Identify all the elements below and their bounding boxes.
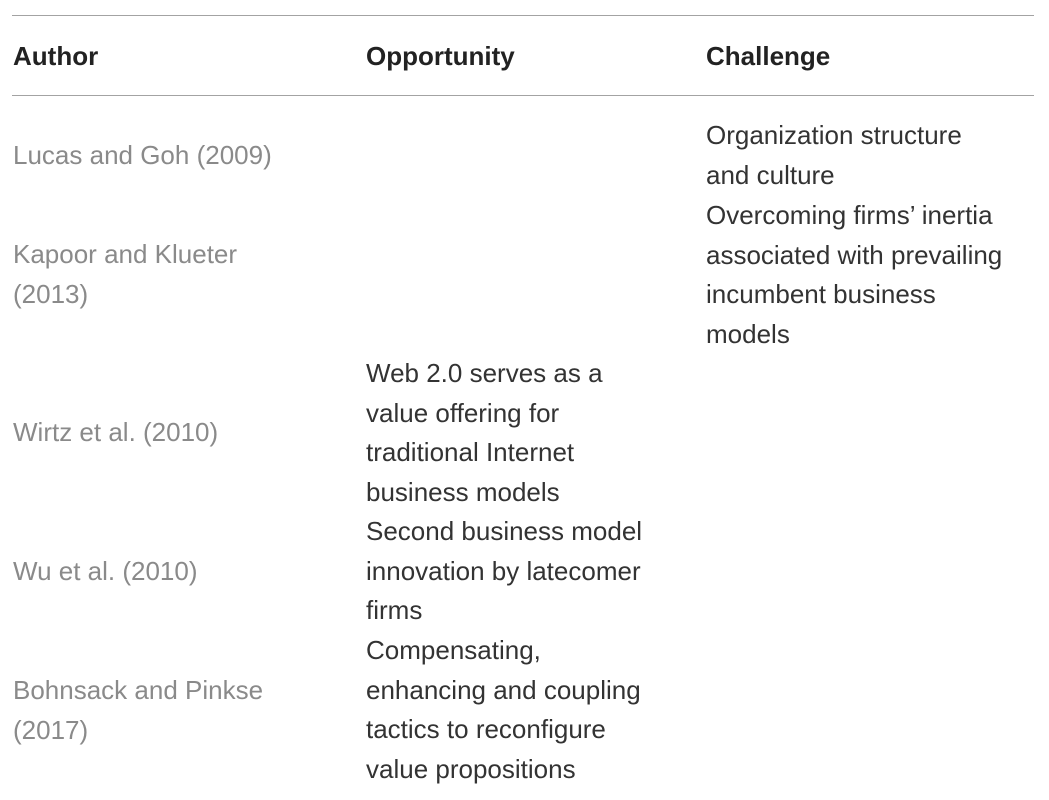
table-row-2-author [13, 235, 237, 314]
challenge-line: associated with prevailing [706, 239, 1003, 270]
table-top-rule [12, 15, 1034, 16]
challenge-line: and culture [706, 159, 835, 190]
challenge-line: incumbent business [706, 279, 936, 310]
author-line: Bohnsack and Pinkse [13, 675, 264, 705]
table-row-4-author [13, 552, 198, 592]
column-header-author: Author [13, 41, 99, 71]
challenge-line: Organization structure [706, 120, 962, 150]
challenge-line: Overcoming firms’ inertia [706, 200, 993, 230]
column-header-opportunity: Opportunity [366, 41, 515, 71]
table-row-5-author [13, 671, 263, 750]
author-line: Lucas and Goh (2009) [13, 140, 272, 170]
opportunity-line: value offering for [366, 397, 560, 428]
table-row-2-challenge [706, 196, 1002, 354]
column-header-challenge: Challenge [706, 41, 831, 71]
opportunity-line: Second business model [366, 516, 643, 546]
table-row-3-opportunity [366, 354, 603, 512]
header-divider-rule [12, 95, 1034, 96]
opportunity-line: business models [366, 476, 560, 507]
author-line: Wu et al. (2010) [13, 556, 198, 586]
opportunity-line: value propositions [366, 753, 576, 784]
table-row-4-opportunity [366, 512, 642, 631]
opportunity-line: firms [366, 595, 423, 626]
table-row-1-challenge [706, 116, 962, 195]
opportunity-line: tactics to reconfigure [366, 714, 606, 745]
author-line: Wirtz et al. (2010) [13, 417, 219, 447]
table-row-3-author [13, 413, 218, 453]
table-row-1-author [13, 136, 272, 176]
author-line: Kapoor and Klueter [13, 239, 238, 269]
challenge-line: models [706, 318, 790, 349]
author-line: (2017) [13, 714, 89, 745]
opportunity-line: enhancing and coupling [366, 674, 641, 705]
opportunity-line: traditional Internet [366, 437, 575, 468]
table-row-5-opportunity [366, 631, 641, 789]
opportunity-line: Compensating, [366, 635, 541, 665]
opportunity-line: Web 2.0 serves as a [366, 358, 603, 388]
opportunity-line: innovation by latecomer [366, 555, 641, 586]
author-line: (2013) [13, 278, 89, 309]
